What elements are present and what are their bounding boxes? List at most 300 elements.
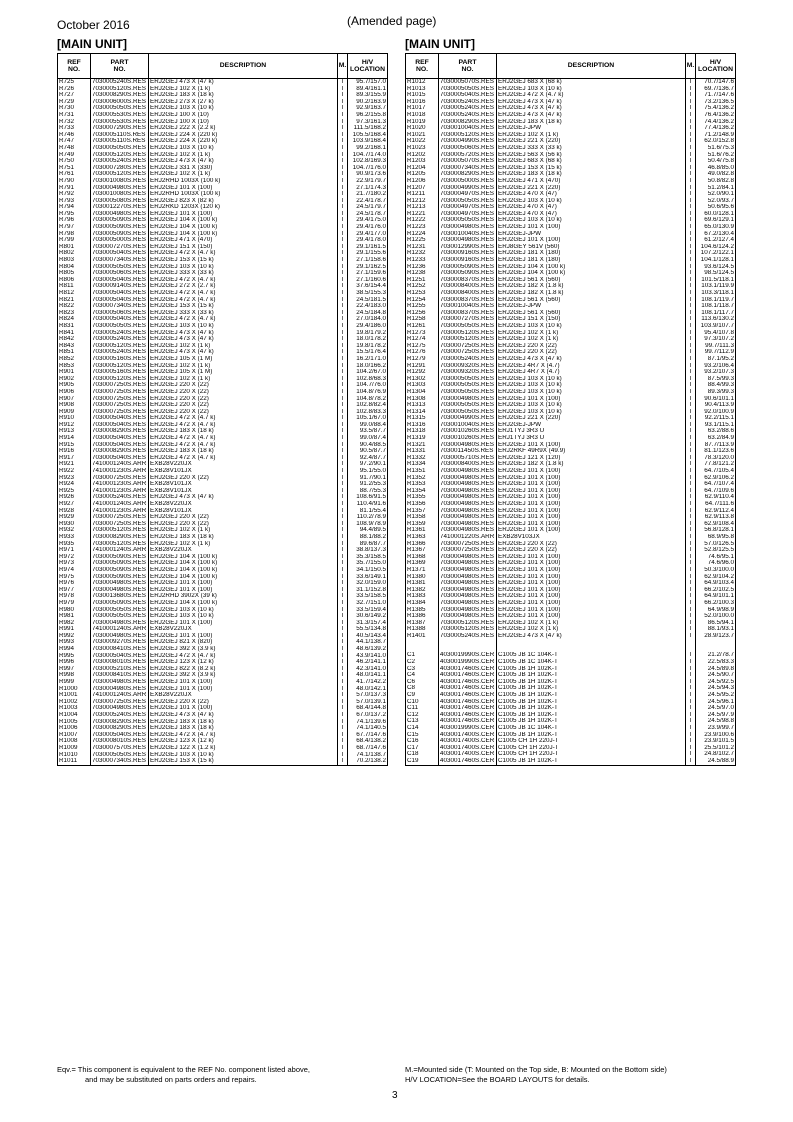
table-row — [58, 626, 388, 633]
part-type: S.RES — [475, 224, 494, 231]
part-number: 7030004980 — [440, 560, 476, 567]
part-number: 7030004990 — [440, 184, 476, 191]
part-type: S.RES — [475, 230, 494, 237]
mounted-side-cell: T — [686, 237, 696, 244]
part-no-cell — [91, 758, 149, 765]
description-cell: C1005 JB 1H 102K-T — [497, 679, 686, 686]
ref-no-cell: R1401 — [406, 633, 439, 640]
ref-no-cell: R1334 — [406, 461, 439, 468]
hv-location-cell: 102.8/82.4 — [348, 402, 388, 409]
part-type: S.RES — [127, 217, 146, 224]
table-row — [406, 185, 736, 192]
mounted-side-cell: T — [686, 705, 696, 712]
mounted-side-cell: T — [338, 152, 348, 159]
part-type: S.RES — [475, 395, 494, 402]
table-header-row — [406, 54, 736, 79]
ref-no-cell: R831 — [58, 323, 91, 330]
part-number: 7030005120 — [440, 329, 476, 336]
part-number: 7030005530 — [92, 118, 128, 125]
part-type: S.RES — [127, 632, 146, 639]
description-cell: ERJ2GEJ 101 X (100) — [497, 481, 686, 488]
ref-no-cell: R1236 — [406, 264, 439, 271]
ref-no-cell: R1316 — [406, 422, 439, 429]
part-number: 7030004980 — [92, 685, 128, 692]
ref-no-cell: R852 — [58, 356, 91, 363]
part-type: S.RES — [475, 158, 494, 165]
mounted-side-cell: T — [338, 521, 348, 528]
part-no-cell — [439, 119, 497, 126]
description-cell: ERJ2GEJ 182 X (1.8 k) — [497, 290, 686, 297]
ref-no-cell: R727 — [58, 92, 91, 99]
table-row — [58, 158, 388, 165]
table-row — [58, 343, 388, 350]
part-no-cell — [439, 231, 497, 238]
table-row — [58, 217, 388, 224]
hv-location-cell: 97.2/90.1 — [348, 461, 388, 468]
table-row — [58, 132, 388, 139]
hv-location-cell: 101.5/118.1 — [696, 277, 736, 284]
table-row — [58, 534, 388, 541]
hv-location-cell: 33.5/159.4 — [348, 607, 388, 614]
table-row — [58, 310, 388, 317]
part-no-cell — [91, 514, 149, 521]
description-cell: ERJ2GEJ 104 X (100 k) — [149, 224, 338, 231]
hv-location-cell: 28.9/123.7 — [696, 633, 736, 640]
part-number: 7030008370 — [440, 309, 476, 316]
part-type: S.RES — [127, 758, 146, 765]
ref-no-cell: R1304 — [406, 389, 439, 396]
table-row — [58, 620, 388, 627]
part-number: 7030005240 — [92, 329, 128, 336]
mounted-side-cell: T — [338, 336, 348, 343]
mounted-side-cell: T — [686, 435, 696, 442]
part-number: 7030004980 — [440, 507, 476, 514]
hv-location-cell: 99.2/168.1 — [348, 145, 388, 152]
ref-no-cell: R910 — [58, 415, 91, 422]
table-row — [58, 475, 388, 482]
ref-no-cell: R801 — [58, 244, 91, 251]
ref-no-cell: R971 — [58, 547, 91, 554]
mounted-side-cell: T — [686, 461, 696, 468]
description-cell: ERJ2RKD 1203X (120 k) — [149, 204, 338, 211]
part-type: S.RES — [475, 257, 494, 264]
part-number: 4030017460 — [440, 685, 476, 692]
part-no-cell — [439, 705, 497, 712]
part-number: 7030010040 — [440, 303, 476, 310]
ref-no-cell: R823 — [58, 310, 91, 317]
part-type: S.RES — [127, 540, 146, 547]
part-type: S.RES — [127, 408, 146, 415]
part-no-cell — [439, 626, 497, 633]
hv-location-cell: 104.1/128.1 — [696, 257, 736, 264]
part-no-cell — [91, 666, 149, 673]
table-row — [58, 277, 388, 284]
description-cell: ERJ2GEJ 823 X (82 k) — [149, 198, 338, 205]
footnote-eqv-line1: Eqv.= This component is equivalent to the REF No. component listed above, — [57, 1065, 310, 1074]
hv-location-cell: 93.1/115.1 — [696, 422, 736, 429]
description-cell: ERJ2GEJ 392 X (3.9 k) — [149, 646, 338, 653]
part-no-cell — [439, 363, 497, 370]
mounted-side-cell: T — [686, 692, 696, 699]
hv-location-cell: 93.2/107.3 — [696, 369, 736, 376]
part-number: 7030004980 — [440, 237, 476, 244]
part-type: S.RES — [127, 263, 146, 270]
table-row — [58, 376, 388, 383]
description-cell: ERJ2GEJ 101 X (100) — [497, 580, 686, 587]
mounted-side-cell: T — [686, 620, 696, 627]
part-no-cell — [91, 494, 149, 501]
parts-table-right — [405, 53, 736, 766]
part-no-cell — [91, 138, 149, 145]
part-no-cell — [91, 415, 149, 422]
mounted-side-cell: T — [686, 336, 696, 343]
part-number: 7030004980 — [92, 586, 128, 593]
part-number: 7030005050 — [440, 382, 476, 389]
table-row — [58, 560, 388, 567]
ref-no-cell: R1206 — [406, 178, 439, 185]
part-number: 4030017460 — [440, 705, 476, 712]
part-no-cell — [439, 613, 497, 620]
table-row — [406, 508, 736, 515]
mounted-side-cell: T — [338, 376, 348, 383]
hv-location-cell: 89.3/155.9 — [348, 92, 388, 99]
part-number: 7030011450 — [440, 448, 475, 455]
part-type: S.RES — [127, 237, 146, 244]
hv-location-cell: 90.5/87.7 — [348, 448, 388, 455]
mounted-side-cell: T — [338, 86, 348, 93]
ref-no-cell: R1012 — [406, 79, 439, 86]
description-cell: ERJ2GEJ 472 X (4.7 k) — [149, 455, 338, 462]
hv-location-cell: 64.7/107.4 — [696, 481, 736, 488]
part-type: S.RES — [127, 738, 146, 745]
mounted-side-cell: T — [686, 580, 696, 587]
description-cell: ERJ2GEJ 103 X (10 k) — [149, 607, 338, 614]
part-type: S.RES — [127, 270, 146, 277]
table-row — [58, 574, 388, 581]
part-type: S.RES — [127, 191, 146, 198]
table-row — [406, 336, 736, 343]
description-cell: ERJ2GEJ 472 X (4.7 k) — [149, 290, 338, 297]
part-number: 7030004980 — [440, 494, 476, 501]
ref-no-cell: R1004 — [58, 712, 91, 719]
description-cell: ERJ2GEJ 220 X (22) — [149, 389, 338, 396]
part-type: S.RES — [475, 402, 494, 409]
hv-location-cell: 104.2/67.0 — [348, 369, 388, 376]
hv-location-cell: 97.3/161.3 — [348, 119, 388, 126]
part-type: S.RES — [127, 197, 146, 204]
description-cell: ERJ2GEJ 473 X (47 k) — [497, 356, 686, 363]
part-number: 7030007340 — [92, 758, 128, 765]
mounted-side-cell: T — [686, 283, 696, 290]
hv-location-cell: 103.3/118.1 — [696, 290, 736, 297]
mounted-side-cell: T — [686, 481, 696, 488]
part-no-cell — [439, 534, 497, 541]
table-row — [58, 152, 388, 159]
ref-no-cell: R995 — [58, 653, 91, 660]
part-no-cell — [91, 363, 149, 370]
part-number: 7030009270 — [92, 639, 128, 646]
part-type: S.CER — [475, 757, 495, 764]
part-number: 7030005120 — [440, 626, 476, 633]
part-type: S.RES — [127, 224, 146, 231]
part-number: 7410001240 — [92, 626, 128, 633]
part-type: S.ARR — [475, 533, 495, 540]
ref-no-cell: R1383 — [406, 593, 439, 600]
mounted-side-cell: T — [338, 600, 348, 607]
mounted-side-cell: T — [338, 79, 348, 86]
description-cell: ERJ2GEJ 101 X (100) — [497, 396, 686, 403]
table-row — [406, 468, 736, 475]
part-no-cell — [91, 653, 149, 660]
part-number: 7030005090 — [92, 566, 128, 573]
description-cell: ERJ2GEJ 220 X (22) — [497, 547, 686, 554]
description-cell: ERJ2GEJ 472 X (4.7 k) — [149, 653, 338, 660]
part-number: 7030004980 — [440, 501, 476, 507]
ref-no-cell: R929 — [58, 514, 91, 521]
description-cell: ERJ2GEJ 103 X (10 k) — [497, 217, 686, 224]
part-type: S.RES — [127, 303, 146, 310]
table-row — [406, 376, 736, 383]
table-row — [58, 514, 388, 521]
ref-no-cell: R1355 — [406, 494, 439, 501]
part-type: S.RES — [474, 448, 494, 455]
table-row — [58, 745, 388, 752]
ref-no-cell: C15 — [406, 732, 439, 739]
ref-no-cell: R802 — [58, 250, 91, 257]
mounted-side-cell: T — [686, 547, 696, 554]
mounted-side-cell: T — [686, 356, 696, 363]
section-title-left: [MAIN UNIT] — [57, 37, 127, 51]
part-number: 7030008290 — [92, 92, 128, 99]
description-cell: ERJ2GEJ 102 X (1 k) — [149, 541, 338, 548]
table-row — [406, 435, 736, 442]
part-type: S.RES — [475, 303, 494, 310]
ref-no-cell: R1015 — [406, 92, 439, 99]
part-number: 7030004980 — [440, 514, 476, 521]
table-row — [406, 257, 736, 264]
ref-no-cell: R799 — [58, 237, 91, 244]
part-number: 7030005000 — [92, 237, 128, 244]
description-cell: ERJ2GEJ 4R7 X (4.7) — [497, 369, 686, 376]
hv-location-cell: 75.4/136.2 — [696, 105, 736, 112]
hv-location-cell: 21.7/180.2 — [348, 191, 388, 198]
ref-no-cell: R1009 — [58, 745, 91, 752]
description-cell: ERJ2GEJ 103 X (10 k) — [149, 145, 338, 152]
description-cell: ERJ2GEJ 472 X (4.7 k) — [149, 442, 338, 449]
part-type: S.RES — [127, 744, 146, 751]
description-cell: ERJ2GEJ 4R7 X (4.7) — [497, 363, 686, 370]
part-type: S.RES — [475, 540, 494, 547]
hv-location-cell: 103.1/119.9 — [696, 283, 736, 290]
mounted-side-cell: T — [686, 626, 696, 633]
part-no-cell — [91, 191, 149, 198]
part-number: 4030017460 — [440, 692, 476, 699]
hv-location-cell: 62.9/110.4 — [696, 494, 736, 501]
part-type: S.RES — [127, 283, 146, 290]
mounted-side-cell: T — [338, 686, 348, 693]
ref-no-cell: R1352 — [406, 475, 439, 482]
part-number: 7030005110 — [92, 138, 127, 145]
part-no-cell — [439, 521, 497, 528]
part-type: S.CER — [475, 659, 495, 666]
part-type: S.RES — [475, 586, 494, 593]
table-row — [58, 593, 388, 600]
table-row — [406, 481, 736, 488]
description-cell: ERJ2GEJ 473 X (47 k) — [149, 330, 338, 337]
mounted-side-cell: T — [338, 105, 348, 112]
part-type: S.CER — [475, 711, 495, 718]
description-cell: ERJ2GEJ 101 X (100) — [497, 574, 686, 581]
ref-no-cell: R917 — [58, 455, 91, 462]
part-number: 4030017400 — [440, 731, 476, 738]
ref-no-cell: R731 — [58, 112, 91, 119]
hv-location-cell: 29.1/155.6 — [348, 250, 388, 257]
part-number: 7030004980 — [440, 593, 476, 600]
part-type: S.RES — [475, 144, 494, 151]
part-type: S.RES — [475, 441, 494, 448]
mounted-side-cell: T — [686, 527, 696, 534]
description-cell: ERJ2GEJ 101 X (100) — [497, 468, 686, 475]
part-type: S.RES — [127, 250, 146, 257]
ref-no-cell: R1238 — [406, 270, 439, 277]
part-type: S.CER — [475, 738, 495, 745]
part-type: S.ARR — [127, 626, 147, 633]
table-row — [406, 237, 736, 244]
part-no-cell — [439, 125, 497, 132]
description-cell: ERJ2GEJ 101 X (100) — [149, 686, 338, 693]
part-number: 7410001240 — [92, 547, 128, 554]
mounted-side-cell: T — [338, 692, 348, 699]
table-row — [58, 738, 388, 745]
part-number: 7030005240 — [92, 494, 128, 501]
ref-no-cell: R1319 — [406, 435, 439, 442]
part-number: 7030007250 — [440, 547, 476, 554]
hv-location-cell: 24.5/178.7 — [348, 211, 388, 218]
description-cell: ERJ2GEJ 102 X (1 k) — [497, 626, 686, 633]
part-number: 7030004980 — [92, 632, 128, 639]
ref-no-cell: R913 — [58, 428, 91, 435]
description-cell: ERJ2GEJ 473 X (47 k) — [149, 336, 338, 343]
table-row — [406, 758, 736, 765]
description-cell: ERJ2GEJ 102 X (1 k) — [149, 152, 338, 159]
hv-location-cell: 29.4/177.0 — [348, 231, 388, 238]
description-cell: ERJ2GEJ 473 X (47 k) — [497, 99, 686, 106]
part-no-cell — [439, 145, 497, 152]
ref-no-cell: R914 — [58, 435, 91, 442]
mounted-side-cell: T — [686, 79, 696, 86]
description-cell: ERJ2GEJ 182 X (1.8 k) — [497, 283, 686, 290]
mounted-side-cell: T — [338, 330, 348, 337]
part-number: 7030005120 — [92, 362, 128, 369]
part-number: 7030004980 — [440, 474, 476, 481]
description-cell: ERJ2GEJ 100 X (10) — [149, 119, 338, 126]
part-number: 7030004980 — [440, 580, 476, 587]
ref-no-cell: R1388 — [406, 626, 439, 633]
ref-no-cell: R975 — [58, 574, 91, 581]
part-no-cell — [439, 112, 497, 119]
ref-no-cell: C2 — [406, 659, 439, 666]
hv-location-cell: 78.3/120.0 — [696, 455, 736, 462]
ref-no-cell: R1256 — [406, 310, 439, 317]
ref-no-cell: C3 — [406, 666, 439, 673]
table-row — [406, 613, 736, 620]
table-row — [58, 198, 388, 205]
part-type: S.RES — [475, 105, 494, 112]
mounted-side-cell: T — [686, 244, 696, 251]
part-no-cell — [439, 428, 497, 435]
footnote-hv-location: H/V LOCATION=See the BOARD LAYOUTS for details. — [405, 1075, 590, 1084]
part-number: 7030007250 — [92, 388, 128, 395]
description-cell: ERJ2GEJ 102 X (1 k) — [149, 343, 338, 350]
part-no-cell — [91, 679, 149, 686]
part-type: S.RES — [475, 474, 494, 481]
description-cell: ERJ2GEJ 220 X (22) — [149, 409, 338, 416]
part-no-cell — [91, 264, 149, 271]
hv-location-cell: 70.7/147.6 — [696, 79, 736, 86]
mounted-side-cell: T — [686, 699, 696, 706]
part-no-cell — [439, 560, 497, 567]
mounted-side-cell: T — [686, 666, 696, 673]
table-row — [58, 732, 388, 739]
hv-location-cell: 31.3/157.4 — [348, 620, 388, 627]
part-number: 7030005120 — [92, 375, 128, 382]
ref-no-cell: R732 — [58, 119, 91, 126]
ref-no-cell: R1231 — [406, 244, 439, 251]
part-type: S.RES — [475, 527, 494, 534]
part-type: S.RES — [475, 632, 494, 639]
part-no-cell — [439, 699, 497, 706]
part-no-cell — [439, 547, 497, 554]
hv-location-cell: 24.5/90.7 — [696, 672, 736, 679]
hv-location-cell: 90.4/113.9 — [696, 402, 736, 409]
table-row — [406, 672, 736, 679]
hv-location-cell: 71.7/147.6 — [696, 92, 736, 99]
part-type: S.RES — [127, 329, 146, 336]
part-no-cell — [439, 574, 497, 581]
table-row — [406, 738, 736, 745]
part-no-cell — [91, 349, 149, 356]
part-number: 7030009320 — [440, 362, 476, 369]
part-no-cell — [91, 250, 149, 257]
part-type: S.RES — [475, 329, 494, 336]
hv-location-cell: 35.3/158.5 — [348, 554, 388, 561]
description-cell: EXB28V220JX — [149, 461, 338, 468]
mounted-side-cell: T — [338, 422, 348, 429]
table-row — [406, 659, 736, 666]
ref-no-cell: R797 — [58, 224, 91, 231]
part-type: S.RES — [127, 474, 146, 481]
mounted-side-cell: T — [686, 198, 696, 205]
part-type: S.CER — [475, 665, 495, 672]
part-type: S.RES — [475, 309, 494, 316]
part-number: 7030013680 — [92, 593, 128, 600]
part-type: S.RES — [475, 580, 494, 587]
hv-location-cell: 102.8/68.3 — [348, 376, 388, 383]
table-row — [406, 732, 736, 739]
ref-no-cell: R915 — [58, 442, 91, 449]
mounted-side-cell: T — [686, 560, 696, 567]
hv-location-cell: 108.6/91.5 — [348, 494, 388, 501]
table-row — [406, 389, 736, 396]
part-number: 7030005160 — [92, 355, 128, 362]
part-type: S.RES — [475, 494, 494, 501]
hv-location-cell: 86.5/94.1 — [696, 620, 736, 627]
table-row — [58, 639, 388, 646]
table-row — [58, 316, 388, 323]
part-no-cell — [439, 567, 497, 574]
hv-location-cell: 90.9/173.6 — [348, 171, 388, 178]
hv-location-cell: 64.7/111.6 — [696, 501, 736, 508]
